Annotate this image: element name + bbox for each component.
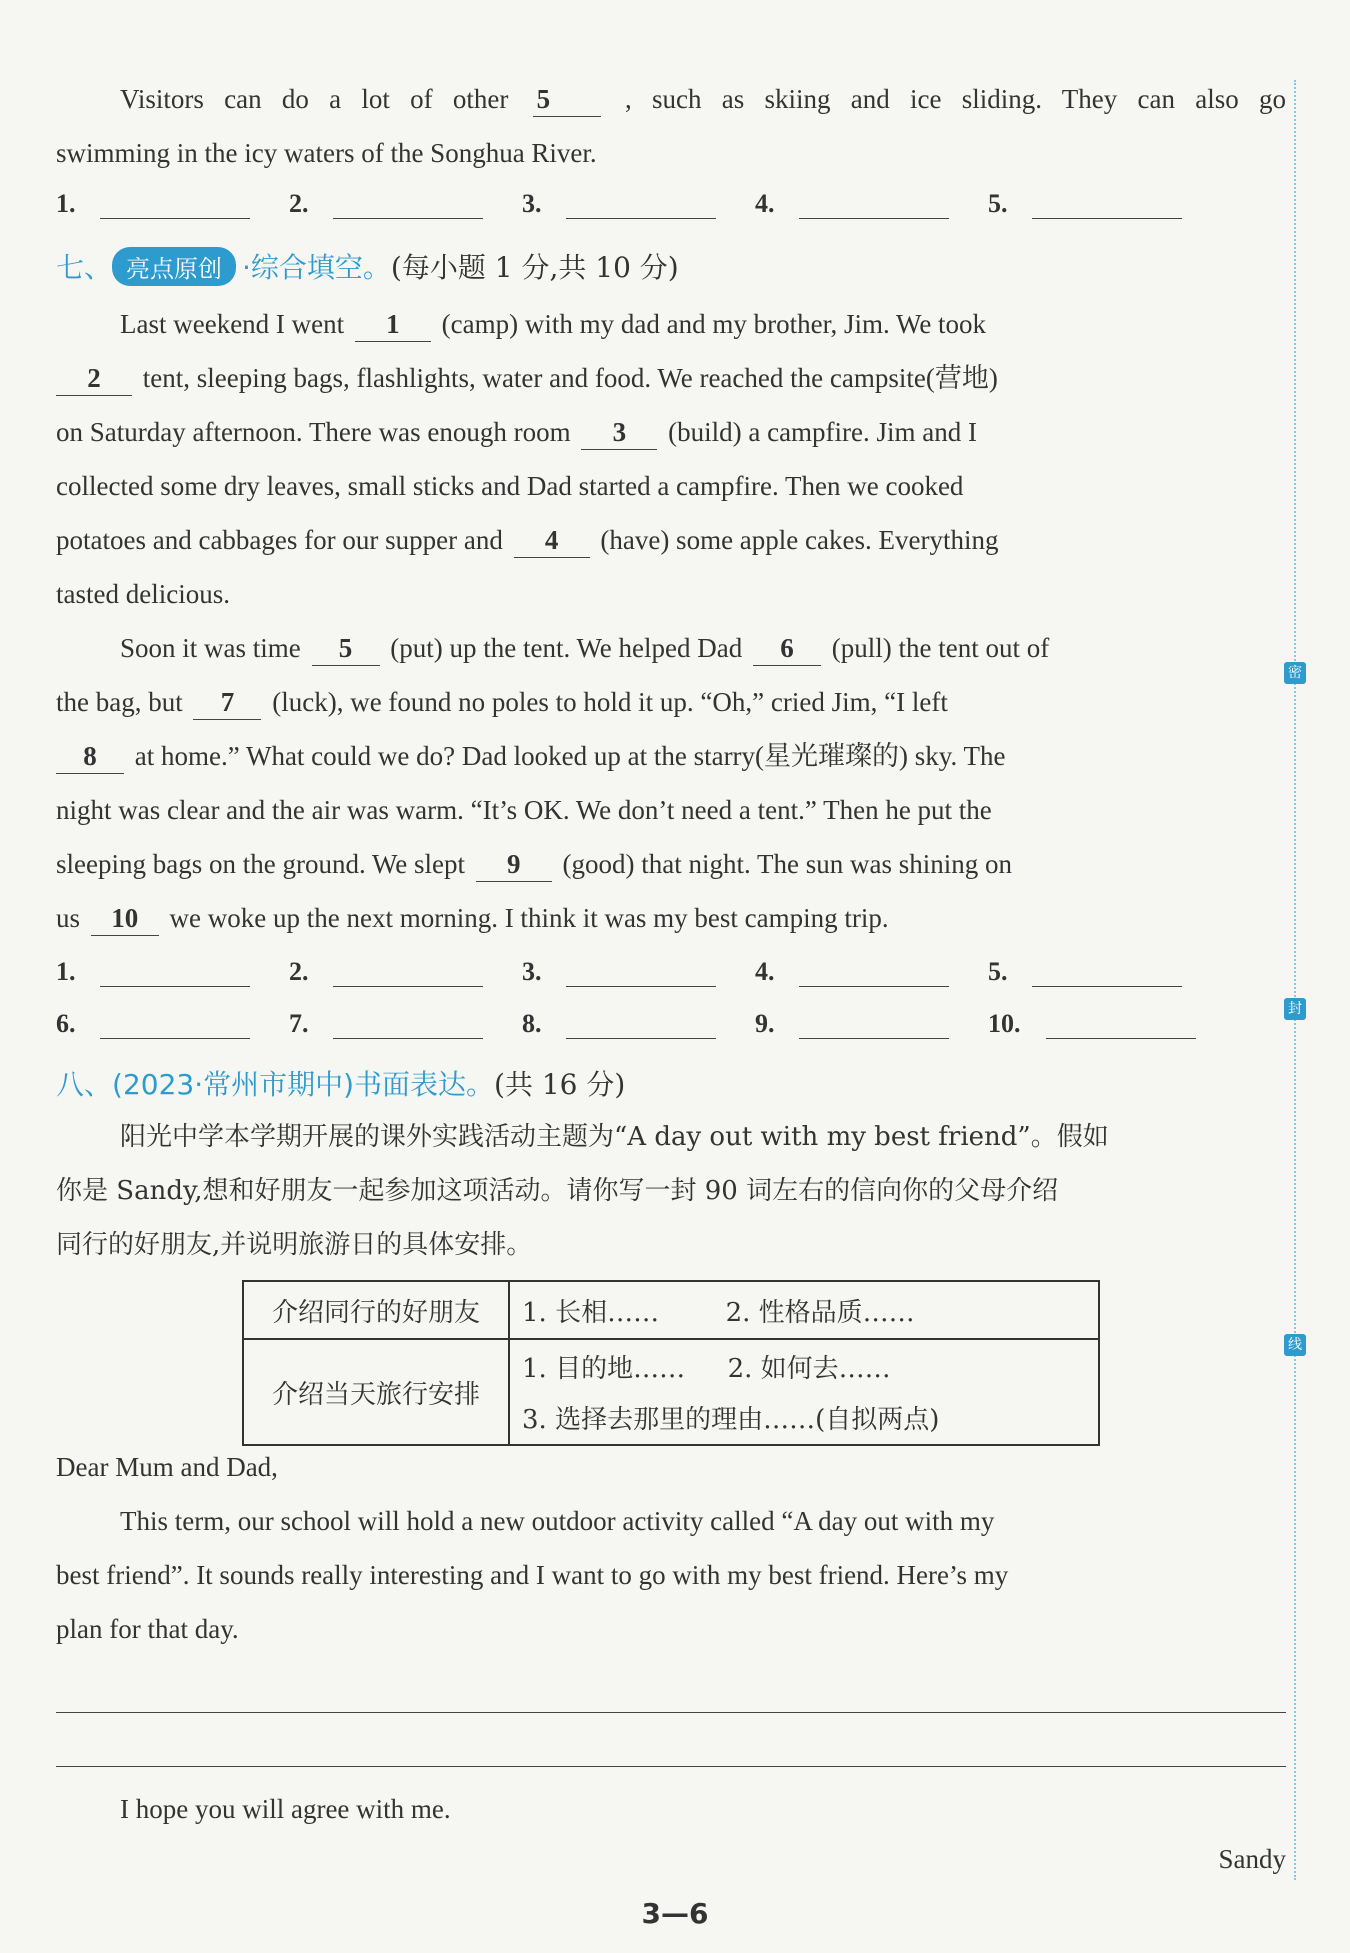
original-badge: 亮点原创 [112,247,236,286]
answer-number: 10. [988,1009,1021,1038]
text: 阳光中学本学期开展的课外实践活动主题为“A day out with my best friend”。假如 [120,1122,1109,1152]
answer-number: 9. [755,1009,775,1038]
blank-5: 5 [312,631,380,666]
answer-blank[interactable] [799,188,949,219]
binding-dotted-line [1294,80,1296,1880]
answer-number: 3. [522,957,542,986]
section-number: 七、 [56,251,113,284]
text: tasted delicious. [56,579,230,609]
blank-8: 8 [56,739,124,774]
text: on Saturday afternoon. There was enough room [56,417,571,447]
answer-blank[interactable] [333,188,483,219]
section-7-heading [56,246,679,286]
blank-4: 4 [514,523,590,558]
text: best friend”. It sounds really interesting and I want to go with my best friend. Here’s my [56,1560,1009,1590]
side-mark-3: 线 [1284,1334,1306,1356]
text: This term, our school will hold a new outdoor activity called “A day out with my [120,1506,995,1536]
side-mark-2: 封 [1284,998,1306,1020]
answer-number: 6. [56,1009,76,1038]
section-title: ·综合填空。 [242,251,391,284]
answer-blank[interactable] [1046,1008,1196,1039]
blank-1: 1 [355,307,431,342]
text: potatoes and cabbages for our supper and [56,525,503,555]
section-points: (共 16 分) [494,1068,626,1101]
section-points: (每小题 1 分,共 10 分) [390,251,679,284]
answer-number: 1. [56,957,76,986]
answer-number: 2. [289,957,309,986]
blank-5: 5 [533,82,601,117]
answer-blank[interactable] [1032,956,1182,987]
answer-number: 8. [522,1009,542,1038]
outline-table [242,1280,1100,1446]
answer-number: 4. [755,957,775,986]
answer-blank[interactable] [566,1008,716,1039]
text: 3. 选择去那里的理由……(自拟两点) [522,1405,940,1435]
text: the bag, but [56,687,183,717]
text: (build) a campfire. Jim and I [668,417,978,447]
side-mark-1: 密 [1284,662,1306,684]
writing-line[interactable] [56,1766,1286,1767]
text: I hope you will agree with me. [120,1794,451,1824]
table-row-head: 介绍同行的好朋友 [243,1281,509,1339]
blank-9: 9 [476,847,552,882]
text: 2. 性格品质…… [725,1297,915,1328]
cloze-passage [56,297,1286,945]
answer-row-b1 [56,956,1256,996]
section-title: (2023·常州市期中)书面表达。 [112,1068,495,1101]
top-paragraph [56,72,1286,180]
text: 2. 如何去…… [727,1354,891,1384]
text: 1. 长相…… [522,1297,660,1328]
answer-blank[interactable] [566,188,716,219]
blank-6: 6 [753,631,821,666]
table-cell [509,1281,1099,1339]
text: , such as skiing and ice sliding. They can also go [624,84,1286,114]
answer-blank[interactable] [799,956,949,987]
writing-line[interactable] [56,1712,1286,1713]
blank-3: 3 [581,415,657,450]
letter [56,1440,1286,1656]
section-number: 八、 [56,1068,113,1101]
answer-number: 5. [988,957,1008,986]
text: plan for that day. [56,1614,239,1644]
text: tent, sleeping bags, flashlights, water and food. We reached the campsite(营地) [142,363,998,393]
text: swimming in the icy waters of the Songhua River. [56,138,597,168]
letter-signature [56,1832,1286,1886]
answer-number: 1. [56,189,76,218]
text: Visitors can do a lot of other [120,84,509,114]
answer-number: 3. [522,189,542,218]
blank-2: 2 [56,361,132,396]
answer-number: 7. [289,1009,309,1038]
answer-number: 2. [289,189,309,218]
writing-prompt [56,1110,1286,1272]
table-cell [509,1339,1099,1445]
page-number: 3—6 [641,1897,709,1930]
text: (camp) with my dad and my brother, Jim. We took [441,309,987,339]
text: (luck), we found no poles to hold it up. “Oh,” cried Jim, “I left [272,687,948,717]
text: sleeping bags on the ground. We slept [56,849,466,879]
text: 1. 目的地…… [522,1354,686,1384]
text: us [56,903,81,933]
text: (put) up the tent. We helped Dad [390,633,743,663]
text: 你是 Sandy,想和好朋友一起参加这项活动。请你写一封 90 词左右的信向你的父母介绍 [56,1176,1059,1206]
text: night was clear and the air was warm. “It’s OK. We don’t need a tent.” Then he put the [56,795,992,825]
signature: Sandy [1218,1844,1286,1874]
section-8-heading [56,1063,625,1103]
answer-number: 4. [755,189,775,218]
answer-blank[interactable] [799,1008,949,1039]
letter-closing [56,1782,1286,1836]
blank-7: 7 [193,685,261,720]
text: collected some dry leaves, small sticks and Dad started a campfire. Then we cooked [56,471,964,501]
text: we woke up the next morning. I think it was my best camping trip. [169,903,889,933]
answer-blank[interactable] [100,1008,250,1039]
answer-blank[interactable] [100,956,250,987]
table-row-head: 介绍当天旅行安排 [243,1339,509,1445]
answer-blank[interactable] [333,1008,483,1039]
text: (have) some apple cakes. Everything [600,525,999,555]
answer-row-a [56,188,1256,228]
answer-number: 5. [988,189,1008,218]
answer-blank[interactable] [333,956,483,987]
text: (pull) the tent out of [831,633,1050,663]
text: Soon it was time [120,633,301,663]
answer-row-b2 [56,1008,1256,1048]
answer-blank[interactable] [1032,188,1182,219]
answer-blank[interactable] [566,956,716,987]
answer-blank[interactable] [100,188,250,219]
text: 同行的好朋友,并说明旅游日的具体安排。 [56,1230,533,1260]
text: at home.” What could we do? Dad looked up at the starry(星光璀璨的) sky. The [134,741,1006,771]
blank-10: 10 [91,901,159,936]
letter-greeting: Dear Mum and Dad, [56,1452,278,1482]
text: (good) that night. The sun was shining on [562,849,1012,879]
text: Last weekend I went [120,309,345,339]
